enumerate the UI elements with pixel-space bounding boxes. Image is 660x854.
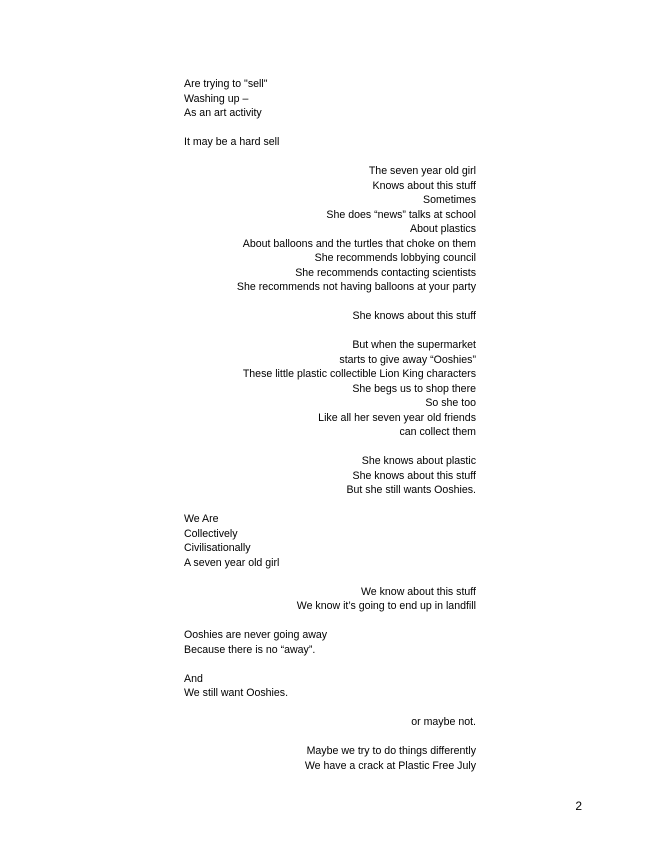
poem-line: So she too xyxy=(425,397,476,409)
poem-line: She recommends not having balloons at your party xyxy=(236,281,476,293)
poem-line: or maybe not. xyxy=(411,716,476,728)
poem-line: Collectively xyxy=(184,527,238,540)
poem-body xyxy=(184,77,476,788)
stanza xyxy=(184,454,476,498)
poem-line: Maybe we try to do things differently xyxy=(306,745,476,757)
stanza xyxy=(184,77,476,121)
poem-line: We have a crack at Plastic Free July xyxy=(304,759,476,772)
poem-line: starts to give away “Ooshies” xyxy=(339,353,476,366)
poem-line: Sometimes xyxy=(423,194,476,206)
poem-line: She recommends lobbying council xyxy=(314,252,476,264)
stanza xyxy=(184,628,476,657)
poem-line: She begs us to shop there xyxy=(352,382,476,395)
stanza xyxy=(184,338,476,440)
poem-line: Knows about this stuff xyxy=(372,179,476,192)
poem-line: Washing up – xyxy=(184,92,249,105)
poem-line: Because there is no “away”. xyxy=(184,643,316,656)
poem-line: It may be a hard sell xyxy=(184,136,280,148)
poem-line: She knows about plastic xyxy=(361,455,476,467)
poem-line: These little plastic collectible Lion King characters xyxy=(242,368,476,380)
poem-line: And xyxy=(184,672,203,685)
stanza xyxy=(184,164,476,295)
poem-line: The seven year old girl xyxy=(368,165,476,177)
poem-line: Civilisationally xyxy=(184,542,251,554)
stanza xyxy=(184,744,476,773)
poem-line: She knows about this stuff xyxy=(352,469,476,482)
poem-line: We still want Ooshies. xyxy=(184,687,289,699)
poem-line: can collect them xyxy=(399,426,476,438)
poem-line: A seven year old girl xyxy=(184,556,280,569)
stanza xyxy=(184,512,476,570)
poem-line: We know about this stuff xyxy=(360,585,476,598)
poem-line: Are trying to "sell" xyxy=(184,78,268,90)
poem-line: Ooshies are never going away xyxy=(184,629,328,641)
stanza xyxy=(184,135,476,150)
poem-line: But when the supermarket xyxy=(352,339,476,351)
poem-line: We know it’s going to end up in landfill xyxy=(296,600,476,612)
poem-line: About plastics xyxy=(410,223,476,235)
stanza xyxy=(184,585,476,614)
stanza xyxy=(184,715,476,730)
poem-line: She does “news” talks at school xyxy=(326,208,476,221)
poem-line: We Are xyxy=(184,513,219,525)
poem-line: She recommends contacting scientists xyxy=(295,266,476,279)
stanza xyxy=(184,309,476,324)
poem-line: As an art activity xyxy=(184,107,262,119)
poem-line: Like all her seven year old friends xyxy=(318,411,476,424)
stanza xyxy=(184,672,476,701)
poem-line: About balloons and the turtles that choke on them xyxy=(242,237,476,250)
poem-line: But she still wants Ooshies. xyxy=(346,484,476,496)
poem-line: She knows about this stuff xyxy=(352,310,476,322)
page-number: 2 xyxy=(575,799,582,813)
